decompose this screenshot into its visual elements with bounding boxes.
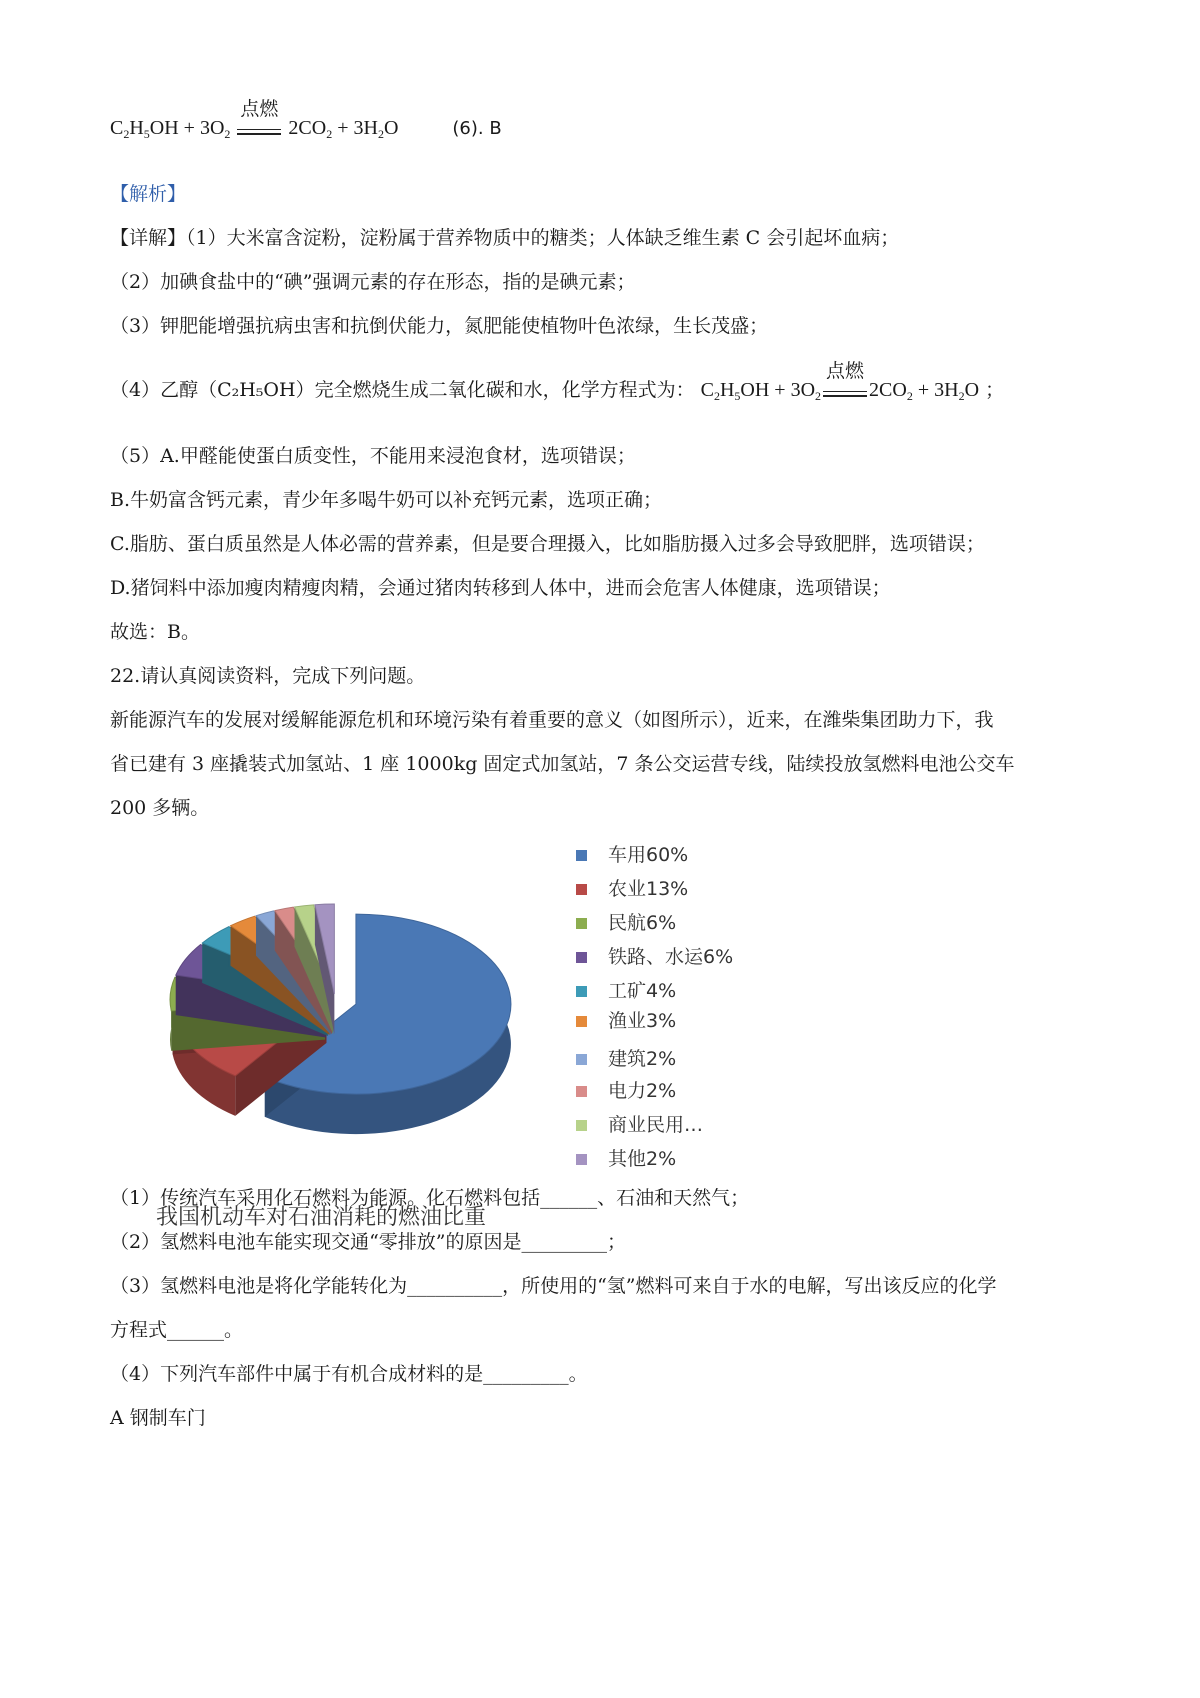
legend-swatch	[576, 1154, 587, 1165]
question-3-continued: 方程式______。	[110, 1319, 244, 1341]
reaction-condition: 点燃	[237, 123, 281, 134]
detail-line-1: 【详解】（1）大米富含淀粉，淀粉属于营养物质中的糖类；人体缺乏维生素 C 会引起坏血病；	[110, 227, 900, 249]
legend-label: 电力2%	[608, 1080, 677, 1102]
detail-line-2: （2）加碘食盐中的“碘”强调元素的存在形态，指的是碘元素；	[110, 271, 636, 293]
detail-line-4: （4）乙醇（C₂H₅OH）完全燃烧生成二氧化碳和水，化学方程式为： $C_2H_5OH + 3O_2$ 点燃 $2CO_2 + 3H_2O$ ；	[110, 360, 1005, 403]
legend-swatch	[576, 850, 587, 861]
legend-label: 农业13%	[608, 878, 689, 900]
fuel-consumption-pie-chart	[100, 880, 560, 1210]
legend-swatch	[576, 1120, 587, 1131]
option-d: D.猪饲料中添加瘦肉精瘦肉精，会通过猪肉转移到人体中，进而会危害人体健康，选项错误；	[110, 577, 891, 599]
legend-swatch	[576, 918, 587, 929]
legend-label: 铁路、水运6%	[608, 946, 734, 968]
equation-rhs: $2CO_2 + 3H_2O$	[288, 117, 399, 141]
choice-result: 故选：B。	[110, 621, 200, 643]
option-a-steel-door: A 钢制车门	[110, 1407, 206, 1429]
legend-label: 商业民用…	[608, 1114, 704, 1136]
question-1: （1）传统汽车采用化石燃料为能源。化石燃料包括______、石油和天然气；	[110, 1187, 750, 1209]
option-b: B.牛奶富含钙元素，青少年多喝牛奶可以补充钙元素，选项正确；	[110, 489, 663, 511]
material-line-2: 省已建有 3 座撬装式加氢站、1 座 1000kg 固定式加氢站，7 条公交运营专线，陆续投放氢燃料电池公交车	[110, 753, 1015, 775]
legend-label: 渔业3%	[608, 1010, 677, 1032]
legend-label: 民航6%	[608, 912, 677, 934]
material-line-3: 200 多辆。	[110, 797, 210, 819]
question-22-title: 22.请认真阅读资料，完成下列问题。	[110, 665, 426, 687]
legend-label: 车用60%	[608, 844, 689, 866]
question-3: （3）氢燃料电池是将化学能转化为__________，所使用的“氢”燃料可来自于水的电解，写出该反应的化学	[110, 1275, 997, 1297]
legend-label: 其他2%	[608, 1148, 677, 1170]
legend-swatch	[576, 884, 587, 895]
answer-6: (6). B	[452, 118, 502, 139]
legend-label: 建筑2%	[608, 1048, 677, 1070]
material-line-1: 新能源汽车的发展对缓解能源危机和环境污染有着重要的意义（如图所示），近来，在潍柴集团助力下，我	[110, 709, 994, 731]
legend-swatch	[576, 1016, 587, 1027]
option-c: C.脂肪、蛋白质虽然是人体必需的营养素，但是要合理摄入，比如脂肪摄入过多会导致肥胖，选项错误；	[110, 533, 985, 555]
legend-swatch	[576, 952, 587, 963]
detail-line-3: （3）钾肥能增强抗病虫害和抗倒伏能力，氮肥能使植物叶色浓绿，生长茂盛；	[110, 315, 769, 337]
legend-swatch	[576, 986, 587, 997]
legend-swatch	[576, 1054, 587, 1065]
combustion-equation-inline: $C_2H_5OH + 3O_2$ 点燃 $2CO_2 + 3H_2O$	[700, 360, 980, 403]
option-a: （5）A.甲醛能使蛋白质变性，不能用来浸泡食材，选项错误；	[110, 445, 636, 467]
analysis-heading: 【解析】	[110, 183, 187, 205]
question-2: （2）氢燃料电池车能实现交通“零排放”的原因是_________；	[110, 1231, 627, 1253]
equation-lhs: $C_2H_5OH + 3O_2$	[110, 117, 231, 141]
question-4: （4）下列汽车部件中属于有机合成材料的是_________。	[110, 1363, 588, 1385]
combustion-equation-top	[110, 98, 502, 148]
chart-title: 我国机动车对石油消耗的燃油比重	[156, 1205, 487, 1230]
legend-label: 工矿4%	[608, 980, 677, 1002]
legend-swatch	[576, 1086, 587, 1097]
